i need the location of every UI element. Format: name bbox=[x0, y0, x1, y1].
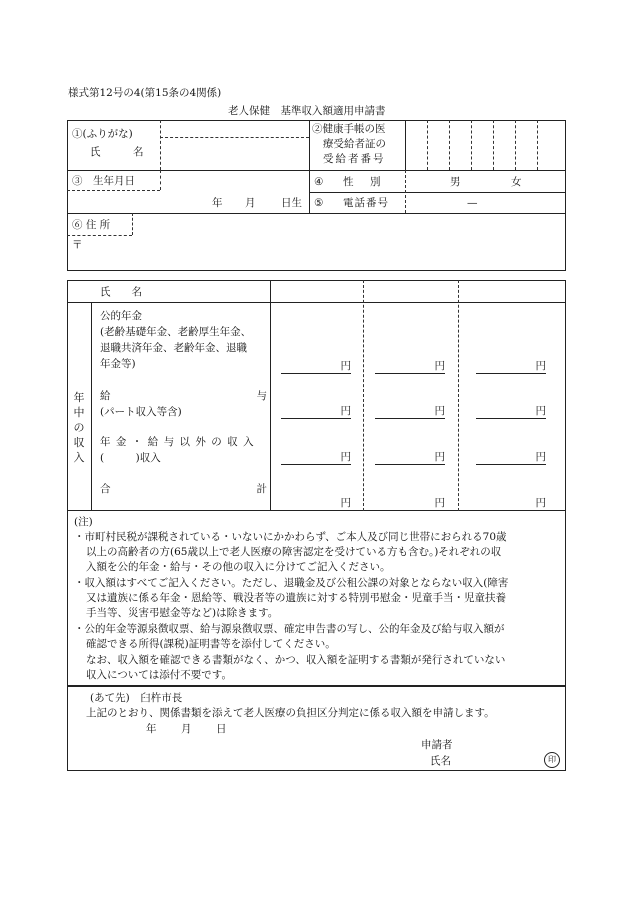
amount-cell[interactable]: 円 bbox=[476, 359, 546, 374]
insurance-label-2: 療受給者証の bbox=[323, 138, 386, 150]
birth-day-label: 日生 bbox=[281, 197, 302, 209]
date-month-label: 月 bbox=[181, 723, 192, 735]
birth-year-label: 年 bbox=[212, 197, 223, 209]
phone-field[interactable] bbox=[406, 193, 565, 212]
other-income-row-desc: ( )収入 bbox=[100, 452, 161, 464]
note-1-line-3: 入額を公的年金・給与・その他の収入に分けてご記入ください。 bbox=[86, 561, 391, 573]
form-title: 老人保健 基準収入額適用申請書 bbox=[228, 105, 386, 117]
amount-cell[interactable]: 円 bbox=[476, 404, 546, 419]
income-side-label: 年中の収入 bbox=[73, 391, 85, 464]
income-name-header: 氏 名 bbox=[100, 286, 142, 298]
name-label-2: 名 bbox=[133, 146, 144, 158]
seal-mark: 印 bbox=[544, 752, 560, 768]
name-label-1: 氏 bbox=[90, 146, 101, 158]
notes-heading: (注) bbox=[74, 516, 93, 528]
addressee: (あて先) 臼杵市長 bbox=[90, 692, 183, 704]
postal-mark: 〒 bbox=[72, 239, 83, 251]
amount-cell[interactable]: 円 bbox=[476, 496, 546, 511]
salary-row-title: 給与 bbox=[100, 390, 413, 402]
amount-cell[interactable]: 円 bbox=[375, 404, 445, 419]
note-2-line-3: 手当等、災害弔慰金等など)は除きます。 bbox=[86, 607, 279, 619]
name-field[interactable] bbox=[161, 138, 308, 168]
phone-label: 電話番号 bbox=[343, 197, 389, 209]
pension-row-title: 公的年金 bbox=[100, 310, 142, 322]
form-number: 様式第12号の4(第15条の4関係) bbox=[68, 87, 222, 99]
gender-male-option[interactable]: 男 bbox=[450, 176, 461, 188]
gender-female-option[interactable]: 女 bbox=[511, 176, 522, 188]
amount-cell[interactable]: 円 bbox=[281, 450, 351, 465]
pension-row-desc-1: (老齢基礎年金、老齢厚生年金、 bbox=[100, 326, 252, 338]
address-label: ⑥ 住 所 bbox=[72, 219, 111, 231]
note-3-line-1: ・公的年金等源泉徴収票、給与源泉徴収票、確定申告書の写し、公的年金及び給与収入額が bbox=[74, 623, 505, 635]
signature-name-field[interactable] bbox=[455, 750, 540, 768]
amount-cell[interactable]: 円 bbox=[375, 450, 445, 465]
address-field[interactable] bbox=[133, 214, 565, 270]
phone-label-number: ⑤ bbox=[314, 197, 324, 209]
gender-label: 性 別 bbox=[343, 176, 384, 188]
note-3-line-4: 収入については添付不要です。 bbox=[86, 669, 232, 681]
phone-dash: — bbox=[467, 197, 478, 209]
amount-cell[interactable]: 円 bbox=[375, 359, 445, 374]
furigana-label: ①(ふりがな) bbox=[72, 128, 133, 140]
date-day-label: 日 bbox=[216, 723, 227, 735]
total-row-title: 合計 bbox=[100, 483, 413, 495]
insurance-label-1: ②健康手帳の医 bbox=[312, 123, 386, 135]
note-3-line-3: なお、収入額を確認できる書類がなく、かつ、収入額を証明する書類が発行されていない bbox=[86, 654, 506, 666]
amount-cell[interactable]: 円 bbox=[476, 450, 546, 465]
recipient-number-field[interactable] bbox=[406, 121, 565, 169]
application-statement: 上記のとおり、関係書類を添えて老人医療の負担区分判定に係る収入額を申請します。 bbox=[86, 707, 495, 719]
birth-month-label: 月 bbox=[245, 197, 256, 209]
note-3-line-2: 確認できる所得(課税)証明書等を添付してください。 bbox=[86, 638, 336, 650]
note-2-line-2: 又は遺族に係る年金・恩給等、戦没者等の遺族に対する特別弔慰金・児童手当・児童扶養 bbox=[86, 592, 506, 604]
note-2-line-1: ・収入額はすべてご記入ください。ただし、退職金及び公租公課の対象とならない収入(障害 bbox=[74, 577, 509, 589]
salary-row-desc: (パート収入等含) bbox=[100, 406, 182, 418]
note-1-line-1: ・市町村民税が課税されている・いないにかかわらず、ご本人及び同じ世帯におられる70歳 bbox=[74, 531, 507, 543]
amount-cell[interactable]: 円 bbox=[281, 359, 351, 374]
birth-date-label: ③ 生年月日 bbox=[72, 175, 135, 187]
insurance-label-3: 受給者番号 bbox=[323, 153, 386, 165]
other-income-row-title: 年金・給与以外の収入 bbox=[100, 436, 259, 448]
date-year-label: 年 bbox=[146, 723, 157, 735]
note-1-line-2: 以上の高齢者の方(65歳以上で老人医療の障害認定を受けている方も含む。)それぞれの収 bbox=[86, 546, 502, 558]
signature-name-label: 氏名 bbox=[430, 755, 451, 767]
applicant-label: 申請者 bbox=[421, 739, 453, 751]
pension-row-desc-2: 退職共済年金、老齢年金、退職 bbox=[100, 342, 247, 354]
pension-row-desc-3: 年金等) bbox=[100, 358, 136, 370]
amount-cell[interactable]: 円 bbox=[375, 496, 445, 511]
gender-label-number: ④ bbox=[314, 176, 324, 188]
amount-cell[interactable]: 円 bbox=[281, 404, 351, 419]
amount-cell[interactable]: 円 bbox=[281, 496, 351, 511]
